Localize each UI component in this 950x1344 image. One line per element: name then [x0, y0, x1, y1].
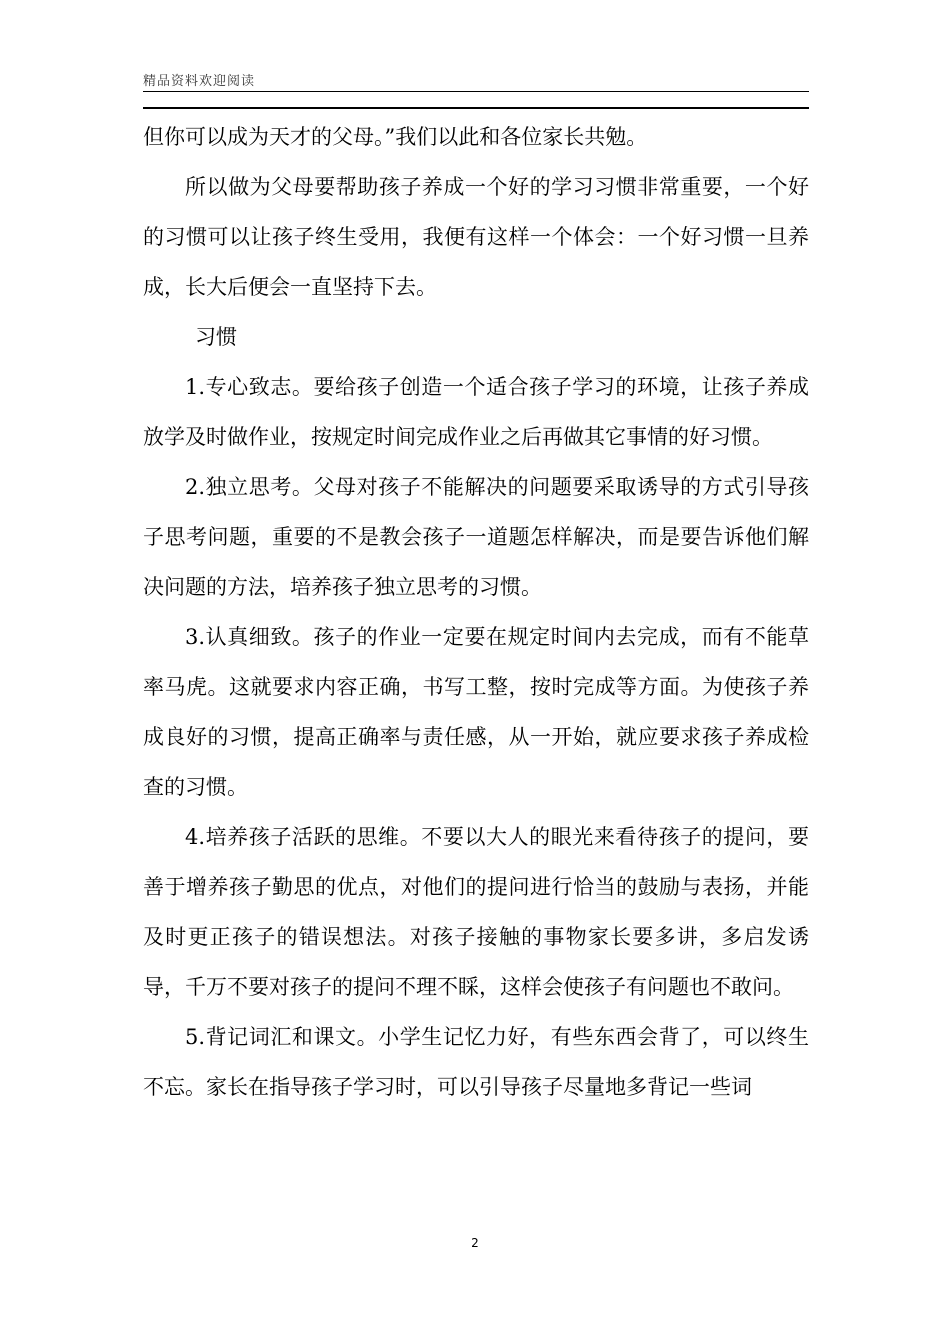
page-header: 精品资料欢迎阅读 [143, 74, 256, 89]
section-heading: 习惯 [195, 325, 237, 349]
document-body [143, 112, 809, 1112]
paragraph-item-1: 1.专心致志。要给孩子创造一个适合孩子学习的环境，让孩子养成放学及时做作业，按规定时间完成作业之后再做其它事情的好习惯。 [143, 375, 809, 449]
paragraph-item-5: 5.背记词汇和课文。小学生记忆力好，有些东西会背了，可以终生不忘。家长在指导孩子学习时，可以引导孩子尽量地多背记一些词 [143, 1025, 809, 1099]
paragraph-item-2: 2.独立思考。父母对孩子不能解决的问题要采取诱导的方式引导孩子思考问题，重要的不是教会孩子一道题怎样解决，而是要告诉他们解决问题的方法，培养孩子独立思考的习惯。 [143, 475, 809, 599]
header-rule-thick [143, 107, 809, 109]
paragraph-continuation: 但你可以成为天才的父母。”我们以此和各位家长共勉。 [143, 125, 648, 149]
paragraph-item-4: 4.培养孩子活跃的思维。不要以大人的眼光来看待孩子的提问，要善于增养孩子勤思的优点，对他们的提问进行恰当的鼓励与表扬，并能及时更正孩子的错误想法。对孩子接触的事物家长要多讲，多启发诱导，千万不要对孩子的提问不理不睬，这样会使孩子有问题也不敢问。 [143, 825, 809, 999]
header-rule-thin [143, 91, 809, 92]
page-number: 2 [471, 1236, 479, 1250]
paragraph-intro: 所以做为父母要帮助孩子养成一个好的学习习惯非常重要，一个好的习惯可以让孩子终生受用，我便有这样一个体会：一个好习惯一旦养成，长大后便会一直坚持下去。 [143, 175, 809, 299]
paragraph-item-3: 3.认真细致。孩子的作业一定要在规定时间内去完成，而有不能草率马虎。这就要求内容正确，书写工整，按时完成等方面。为使孩子养成良好的习惯，提高正确率与责任感，从一开始，就应要求孩子养成检查的习惯。 [143, 625, 809, 799]
